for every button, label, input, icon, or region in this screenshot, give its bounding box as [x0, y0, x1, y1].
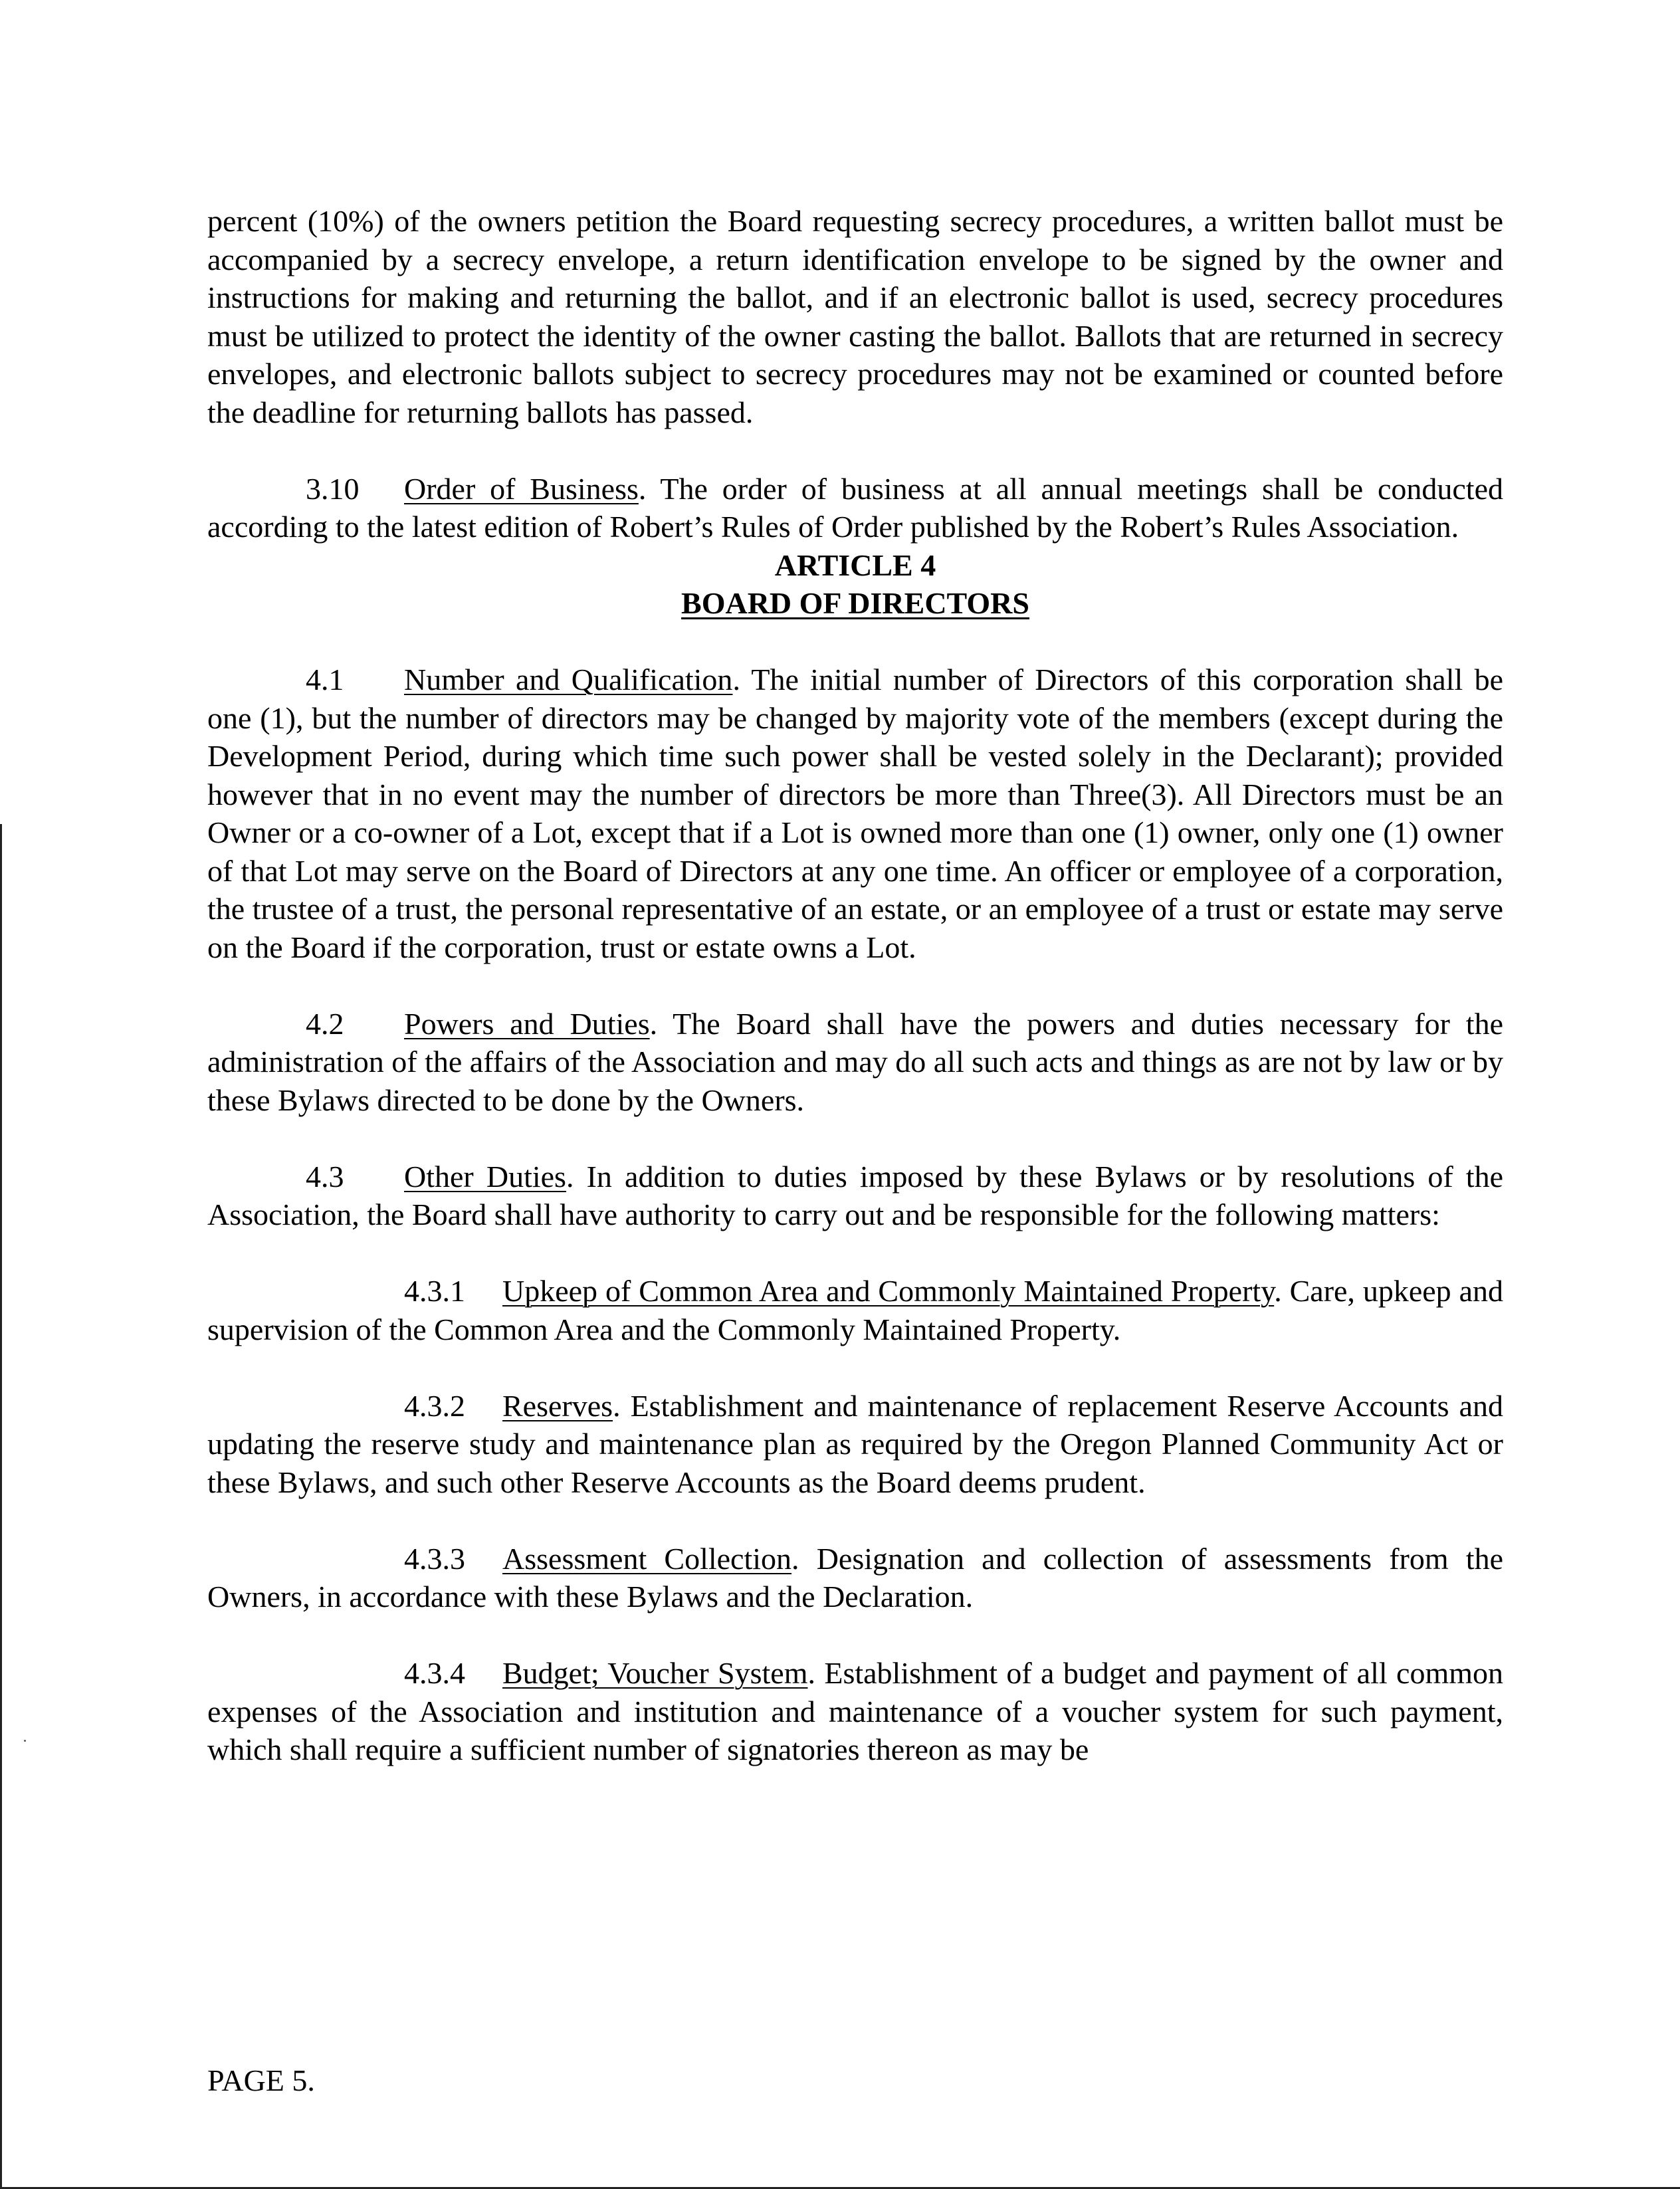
subsection-title: Assessment Collection	[502, 1541, 792, 1576]
subsection-title: Upkeep of Common Area and Commonly Maintained Property	[502, 1274, 1275, 1308]
section-title: Order of Business	[404, 471, 639, 506]
section-4-2	[207, 1005, 1503, 1120]
subsection-body: . Designation and collection of assessments from the Owners, in accordance with these Bylaws and the Declaration.	[207, 1541, 1504, 1614]
subsection-4-3-2	[207, 1387, 1503, 1502]
subsection-number: 4.3.1	[404, 1274, 465, 1308]
section-body: . In addition to duties imposed by these Bylaws or by resolutions of the Association, the Board shall have authority to carry out and be responsible for the following matters:	[207, 1159, 1503, 1231]
section-4-1	[207, 661, 1503, 966]
subsection-4-3-4	[207, 1654, 1503, 1769]
article-title-line	[207, 584, 1503, 623]
section-body: . The initial number of Directors of this corporation shall be one (1), but the number of directors may be changed by majority vote of the members (except during the Development Period, during which time such power shall be vested solely in the Declarant); provided however that in no event may the number of directors be more than Three(3). All Directors must be an Owner or a co-owner of a Lot, except that if a Lot is owned more than one (1) owner, only one (1) owner of that Lot may serve on the Board of Directors at any one time. An officer or employee of a corporation, the trustee of a trust, the personal representative of an estate, or an employee of a trust or estate may serve on the Board if the corporation, trust or estate owns a Lot.	[207, 663, 1503, 964]
page-number: PAGE 5.	[207, 2063, 315, 2097]
section-number: 3.10	[306, 471, 360, 506]
section-number: 4.2	[306, 1006, 344, 1041]
scan-speck	[24, 1740, 26, 1742]
subsection-title: Budget; Voucher System	[502, 1656, 808, 1690]
document-body	[207, 202, 1503, 1769]
subsection-4-3-3	[207, 1540, 1503, 1616]
subsection-4-3-1	[207, 1272, 1503, 1348]
section-4-3	[207, 1158, 1503, 1234]
section-title: Number and Qualification	[404, 663, 733, 696]
subsection-body: . Care, upkeep and supervision of the Common Area and the Commonly Maintained Property.	[207, 1274, 1504, 1346]
subsection-number: 4.3.2	[404, 1388, 465, 1423]
scan-edge-left	[0, 824, 2, 2189]
section-title: Powers and Duties	[404, 1006, 650, 1041]
intro-paragraph: percent (10%) of the owners petition the Board requesting secrecy procedures, a written ballot must be accompanied by a secrecy envelope, a return identification envelope to be signed by the owner and instructions for making and returning the ballot, and if an electronic ballot is used, secrecy procedures must be utilized to protect the identity of the owner casting the ballot. Ballots that are returned in secrecy envelopes, and electronic ballots subject to secrecy procedures may not be examined or counted before the deadline for returning ballots has passed.	[207, 204, 1503, 429]
subsection-number: 4.3.4	[404, 1656, 465, 1690]
article-title: BOARD OF DIRECTORS	[681, 586, 1029, 620]
section-title: Other Duties	[404, 1159, 566, 1194]
section-3-10	[207, 470, 1503, 546]
subsection-body: . Establishment and maintenance of replacement Reserve Accounts and updating the reserve study and maintenance plan as required by the Oregon Planned Community Act or these Bylaws, and such other Reserve Accounts as the Board deems prudent.	[207, 1388, 1503, 1499]
section-body: . The Board shall have the powers and duties necessary for the administration of the affairs of the Association and may do all such acts and things as are not by law or by these Bylaws directed to be done by the Owners.	[207, 1006, 1503, 1117]
article-label: ARTICLE 4	[774, 548, 936, 582]
section-body: . The order of business at all annual meetings shall be conducted according to the latest edition of Robert’s Rules of Order published by the Robert’s Rules Association.	[207, 471, 1503, 544]
section-number: 4.3	[306, 1159, 344, 1194]
subsection-body: . Establishment of a budget and payment of all common expenses of the Association and institution and maintenance of a voucher system for such payment, which shall require a sufficient number of signatories thereon as may be	[207, 1656, 1504, 1766]
subsection-title: Reserves	[502, 1388, 613, 1423]
section-number: 4.1	[306, 663, 344, 696]
subsection-number: 4.3.3	[404, 1541, 465, 1576]
